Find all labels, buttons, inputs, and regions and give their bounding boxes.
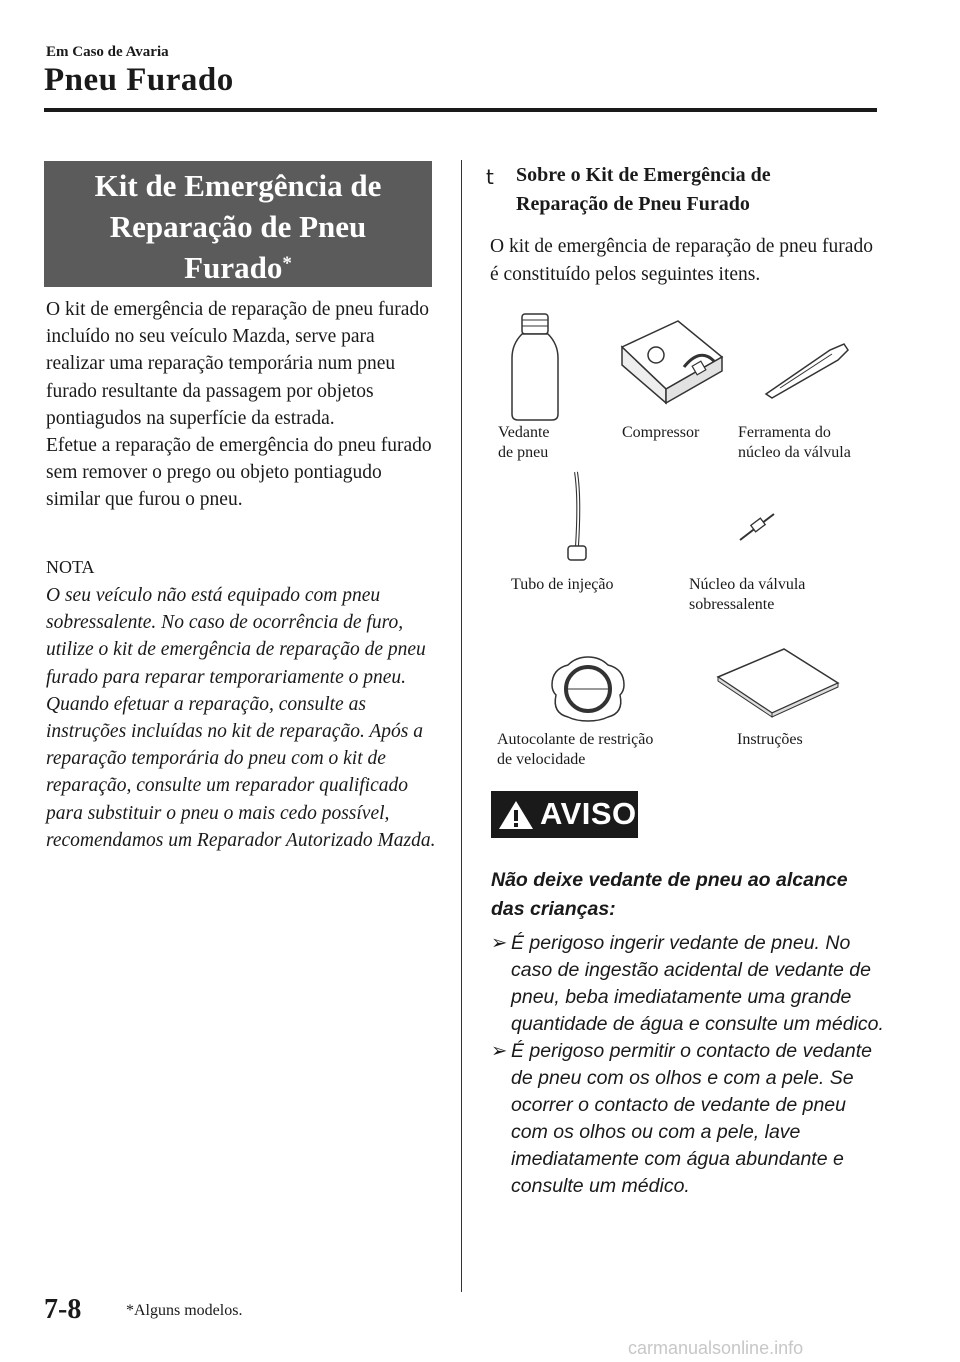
arrow-bullet-icon: ➢ (491, 1040, 508, 1062)
label-compressor: Compressor (622, 424, 700, 441)
label-spare-core (689, 575, 805, 615)
label-sticker-line2: de velocidade (497, 751, 586, 768)
list-item (491, 930, 887, 1038)
kit-title-line2: Reparação de Pneu (109, 209, 367, 244)
section-bullet: t (486, 165, 494, 189)
spare-valve-core-icon (736, 508, 780, 544)
warning-list (491, 930, 887, 1200)
section-label: Em Caso de Avaria (46, 44, 169, 60)
compressor-icon (618, 317, 726, 405)
injection-hose-icon (560, 468, 590, 568)
footnote: *Alguns modelos. (126, 1302, 243, 1319)
title-rule (44, 108, 877, 112)
warning-heading: Não deixe vedante de pneu ao alcance das crianças: (491, 869, 848, 920)
label-injection-hose: Tubo de injeção (511, 576, 614, 593)
label-spare-core-line1: Núcleo da válvula (689, 576, 806, 593)
paragraph-2: Efetue a reparação de emergência do pneu furado sem remover o prego ou objeto pontiagudo similar que furou o pneu. (46, 435, 432, 511)
kit-title-line1: Kit de Emergência de (94, 168, 382, 203)
page-number: 7-8 (44, 1294, 82, 1325)
subheading-line1: Sobre o Kit de Emergência de (516, 164, 771, 186)
sealant-bottle-icon (508, 310, 563, 425)
valve-core-tool-icon (760, 338, 852, 400)
warning-item-text: É perigoso permitir o contacto de vedante de pneu com os olhos e com a pele. Se ocorrer o contacto de vedante de pneu com os olhos ou com a pele, lave imediatamente com água abundante e consulte um médico. (511, 1040, 872, 1197)
label-instructions: Instruções (737, 731, 803, 748)
warning-badge (491, 791, 638, 838)
subheading (516, 161, 856, 219)
label-sealant-line2: de pneu (498, 444, 549, 461)
label-spare-core-line2: sobressalente (689, 596, 775, 613)
paragraph-1: O kit de emergência de reparação de pneu furado incluído no seu veículo Mazda, serve para realizar uma reparação temporária num pneu furado resultante da passagem por objetos pontiagudos na superfície da estrada. (46, 299, 429, 429)
label-core-tool (738, 423, 851, 463)
warning-item-text: É perigoso ingerir vedante de pneu. No caso de ingestão acidental de vedante de pneu, beba imediatamente uma grande quantidade de água e consulte um médico. (511, 932, 884, 1035)
asterisk: * (282, 253, 292, 274)
arrow-bullet-icon: ➢ (491, 932, 508, 954)
note-heading: NOTA (46, 557, 95, 577)
kit-title-box (44, 161, 432, 287)
column-divider (461, 160, 462, 1292)
label-speed-sticker (497, 730, 653, 770)
label-core-tool-line1: Ferramenta do (738, 424, 831, 441)
watermark: carmanualsonline.info (628, 1338, 804, 1358)
intro-paragraph (46, 296, 436, 514)
instructions-booklet-icon (716, 647, 840, 719)
warning-label: AVISO (540, 796, 637, 831)
note-text: O seu veículo não está equipado com pneu sobressalente. No caso de ocorrência de furo, utilize o kit de emergência de reparação de pneu furado para reparar temporariamente o pneu. Quando efetuar a reparação, consulte as instruções incluídas no kit de reparação. Após a reparação temporária do pneu com o kit de reparação, consulte um reparador qualificado para substituir o pneu o mais cedo possível, recomendamos um Reparador Autorizado Mazda. (46, 585, 436, 851)
kit-title-line3: Furado* (184, 250, 292, 285)
label-core-tool-line2: núcleo da válvula (738, 444, 851, 461)
kit-intro: O kit de emergência de reparação de pneu furado é constituído pelos seguintes itens. (490, 236, 873, 285)
list-item (491, 1038, 887, 1200)
subheading-line2: Reparação de Pneu Furado (516, 193, 750, 215)
label-sticker-line1: Autocolante de restrição (497, 731, 654, 748)
speed-sticker-icon (550, 655, 626, 723)
label-sealant (498, 423, 578, 463)
label-sealant-line1: Vedante (498, 424, 550, 441)
warning-triangle-icon (497, 799, 535, 831)
page-title: Pneu Furado (44, 62, 234, 98)
